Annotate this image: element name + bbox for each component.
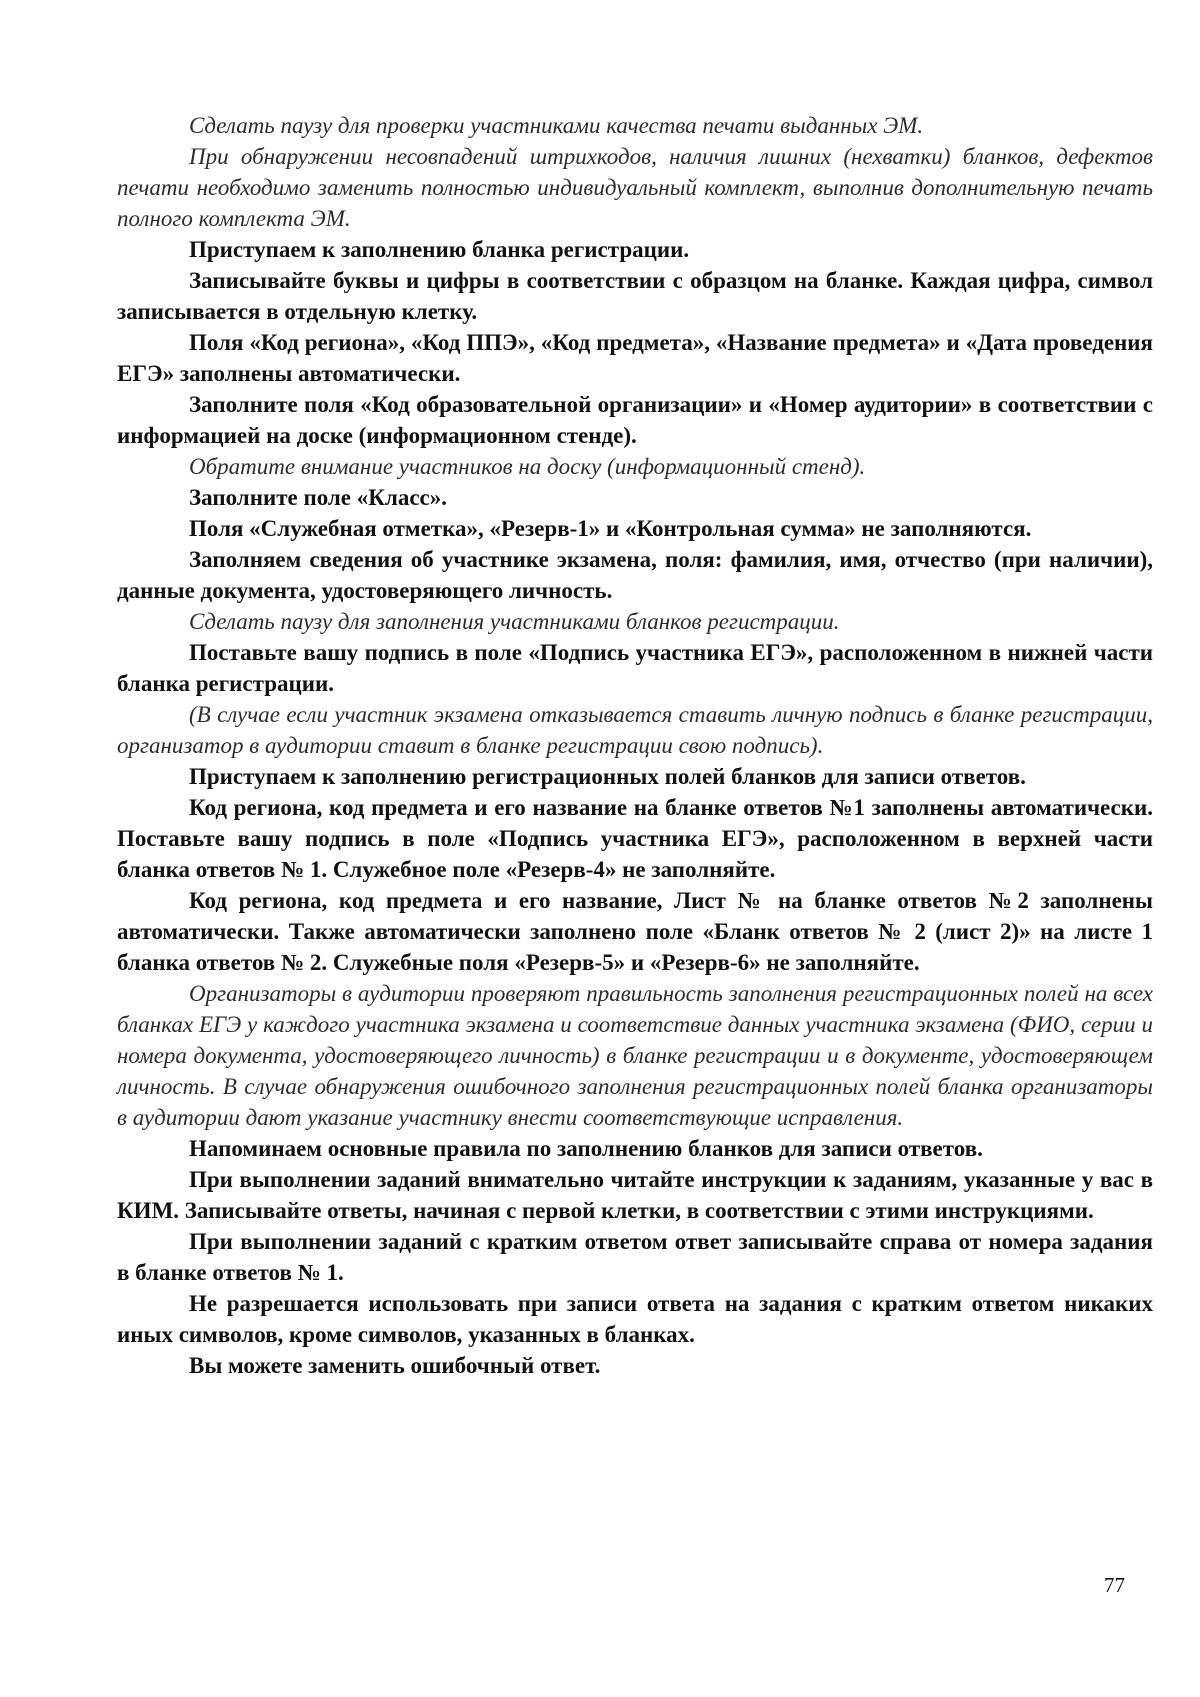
instruction-refusal-to-sign: (В случае если участник экзамена отказывается ставить личную подпись в бланке регистрации, организатор в аудитории ставит в бланке регистрации свою подпись). (117, 702, 1153, 758)
script-auto-filled-fields: Поля «Код региона», «Код ППЭ», «Код предмета», «Название предмета» и «Дата проведения ЕГЭ» заполнены автоматически. (117, 330, 1153, 386)
script-answer-form-2: Код региона, код предмета и его название, Лист № на бланке ответов №2 заполнены автоматически. Также автоматически заполнено поле «Бланк ответов № 2 (лист 2)» на листе 1 бланка ответов № 2. Служебные поля «Резерв-5» и «Резерв-6» не заполняйте. (117, 888, 1153, 975)
instruction-barcode-mismatch: При обнаружении несовпадений штрихкодов, наличия лишних (нехватки) бланков, дефектов печати необходимо заменить полностью индивидуальный комплект, выполнив дополнительную печать полного комплекта ЭМ. (117, 144, 1153, 231)
script-answer-form-1: Код региона, код предмета и его название на бланке ответов №1 заполнены автоматически. Поставьте вашу подпись в поле «Подпись участника ЕГЭ», расположенном в верхней части бланка ответов № 1. Служебное поле «Резерв-4» не заполняйте. (117, 795, 1153, 882)
script-sign-registration-form: Поставьте вашу подпись в поле «Подпись участника ЕГЭ», расположенном в нижней части бланка регистрации. (117, 640, 1153, 696)
instruction-pause-registration: Сделать паузу для заполнения участниками бланков регистрации. (189, 609, 840, 634)
script-no-other-symbols: Не разрешается использовать при записи ответа на задания с кратким ответом никаких иных символов, кроме символов, указанных в бланках. (117, 1291, 1153, 1347)
script-write-letters-digits: Записывайте буквы и цифры в соответствии с образцом на бланке. Каждая цифра, символ записывается в отдельную клетку. (117, 268, 1153, 324)
document-body (117, 110, 1153, 1381)
script-start-registration-form: Приступаем к заполнению бланка регистрации. (189, 237, 690, 262)
instruction-pause-print-check: Сделать паузу для проверки участниками качества печати выданных ЭМ. (189, 113, 924, 138)
script-service-fields-not-filled: Поля «Служебная отметка», «Резерв-1» и «Контрольная сумма» не заполняются. (189, 516, 1032, 541)
script-start-answer-form-registration: Приступаем к заполнению регистрационных полей бланков для записи ответов. (189, 764, 1026, 789)
script-rules-reminder: Напоминаем основные правила по заполнению бланков для записи ответов. (189, 1136, 983, 1161)
script-fill-participant-info: Заполняем сведения об участнике экзамена, поля: фамилия, имя, отчество (при наличии), данные документа, удостоверяющего личность. (117, 547, 1153, 603)
script-read-instructions: При выполнении заданий внимательно читайте инструкции к заданиям, указанные у вас в КИМ. Записывайте ответы, начиная с первой клетки, в соответствии с этими инструкциями. (117, 1167, 1153, 1223)
instruction-organizers-check: Организаторы в аудитории проверяют правильность заполнения регистрационных полей на всех бланках ЕГЭ у каждого участника экзамена и соответствие данных участника экзамена (ФИО, серии и номера документа, удостоверяющего личность) в бланке регистрации и в документе, удостоверяющем личность. В случае обнаружения ошибочного заполнения регистрационных полей бланка организаторы в аудитории дают указание участнику внести соответствующие исправления. (117, 981, 1153, 1130)
instruction-point-to-board: Обратите внимание участников на доску (информационный стенд). (189, 454, 866, 479)
script-short-answer-placement: При выполнении заданий с кратким ответом ответ записывайте справа от номера задания в бланке ответов № 1. (117, 1229, 1153, 1285)
script-replace-wrong-answer: Вы можете заменить ошибочный ответ. (189, 1353, 601, 1378)
page-number: 77 (1104, 1573, 1125, 1597)
script-fill-org-code-room: Заполните поля «Код образовательной организации» и «Номер аудитории» в соответствии с информацией на доске (информационном стенде). (117, 392, 1153, 448)
script-fill-class-field: Заполните поле «Класс». (189, 485, 448, 510)
